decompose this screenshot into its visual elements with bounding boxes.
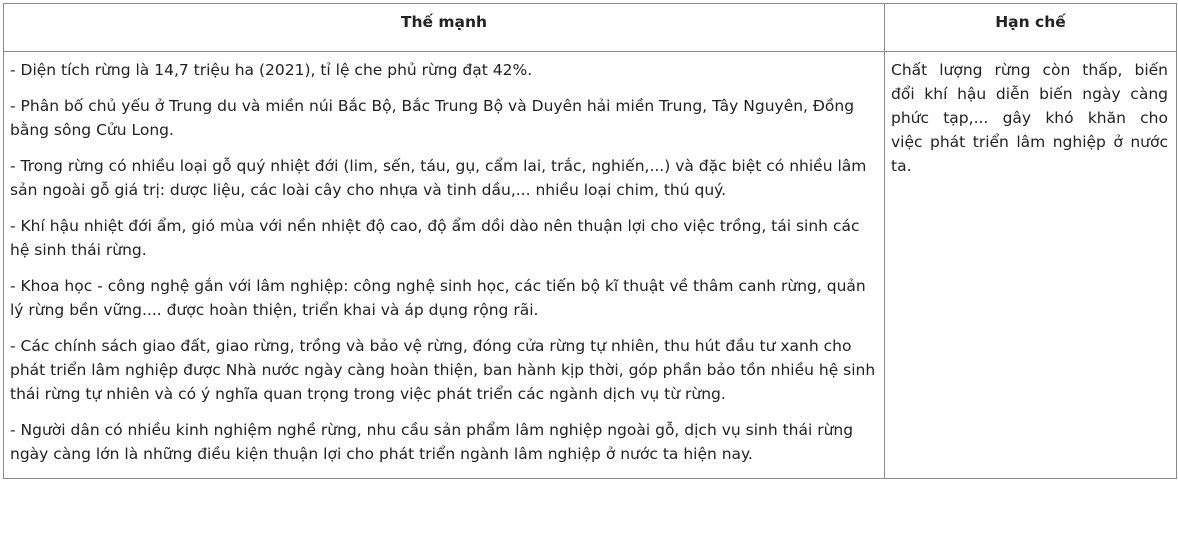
content-row <box>4 52 1177 479</box>
header-limitations-label: Hạn chế <box>995 13 1066 31</box>
strengths-cell <box>4 52 885 479</box>
limitations-cell <box>885 52 1177 479</box>
strength-item: - Phân bố chủ yếu ở Trung du và miền núi Bắc Bộ, Bắc Trung Bộ và Duyên hải miền Trung, Tây Nguyên, Đồng bằng sông Cửu Long. <box>10 97 855 139</box>
comparison-table <box>3 3 1177 479</box>
strength-item: - Trong rừng có nhiều loại gỗ quý nhiệt đới (lim, sến, táu, gụ, cẩm lai, trắc, nghiến,...) và đặc biệt có nhiều lâm sản ngoài gỗ giá trị: dược liệu, các loài cây cho nhựa và tinh dầu,... nhiều loại chim, thú quý. <box>10 157 867 199</box>
header-limitations <box>885 4 1177 52</box>
strength-item: - Diện tích rừng là 14,7 triệu ha (2021), tỉ lệ che phủ rừng đạt 42%. <box>10 61 533 79</box>
strength-item: - Các chính sách giao đất, giao rừng, trồng và bảo vệ rừng, đóng cửa rừng tự nhiên, thu hút đầu tư xanh cho phát triển lâm nghiệp được Nhà nước ngày càng hoàn thiện, ban hành kịp thời, góp phần bảo tồn nhiều hệ sinh thái rừng tự nhiên và có ý nghĩa quan trọng trong việc phát triển các ngành dịch vụ từ rừng. <box>10 337 876 403</box>
header-row <box>4 4 1177 52</box>
limitation-text: Chất lượng rừng còn thấp, biến đổi khí hậu diễn biến ngày càng phức tạp,... gây khó khăn cho việc phát triển lâm nghiệp ở nước ta. <box>891 61 1168 175</box>
strength-item: - Người dân có nhiều kinh nghiệm nghề rừng, nhu cầu sản phẩm lâm nghiệp ngoài gỗ, dịch vụ sinh thái rừng ngày càng lớn là những điều kiện thuận lợi cho phát triển ngành lâm nghiệp ở nước ta hiện nay. <box>10 421 854 463</box>
header-strengths <box>4 4 885 52</box>
header-strengths-label: Thế mạnh <box>400 13 488 31</box>
strength-item: - Khoa học - công nghệ gắn với lâm nghiệp: công nghệ sinh học, các tiến bộ kĩ thuật về thâm canh rừng, quản lý rừng bền vững.... được hoàn thiện, triển khai và áp dụng rộng rãi. <box>10 277 866 319</box>
strength-item: - Khí hậu nhiệt đới ẩm, gió mùa với nền nhiệt độ cao, độ ẩm dồi dào nên thuận lợi cho việc trồng, tái sinh các hệ sinh thái rừng. <box>10 217 860 259</box>
